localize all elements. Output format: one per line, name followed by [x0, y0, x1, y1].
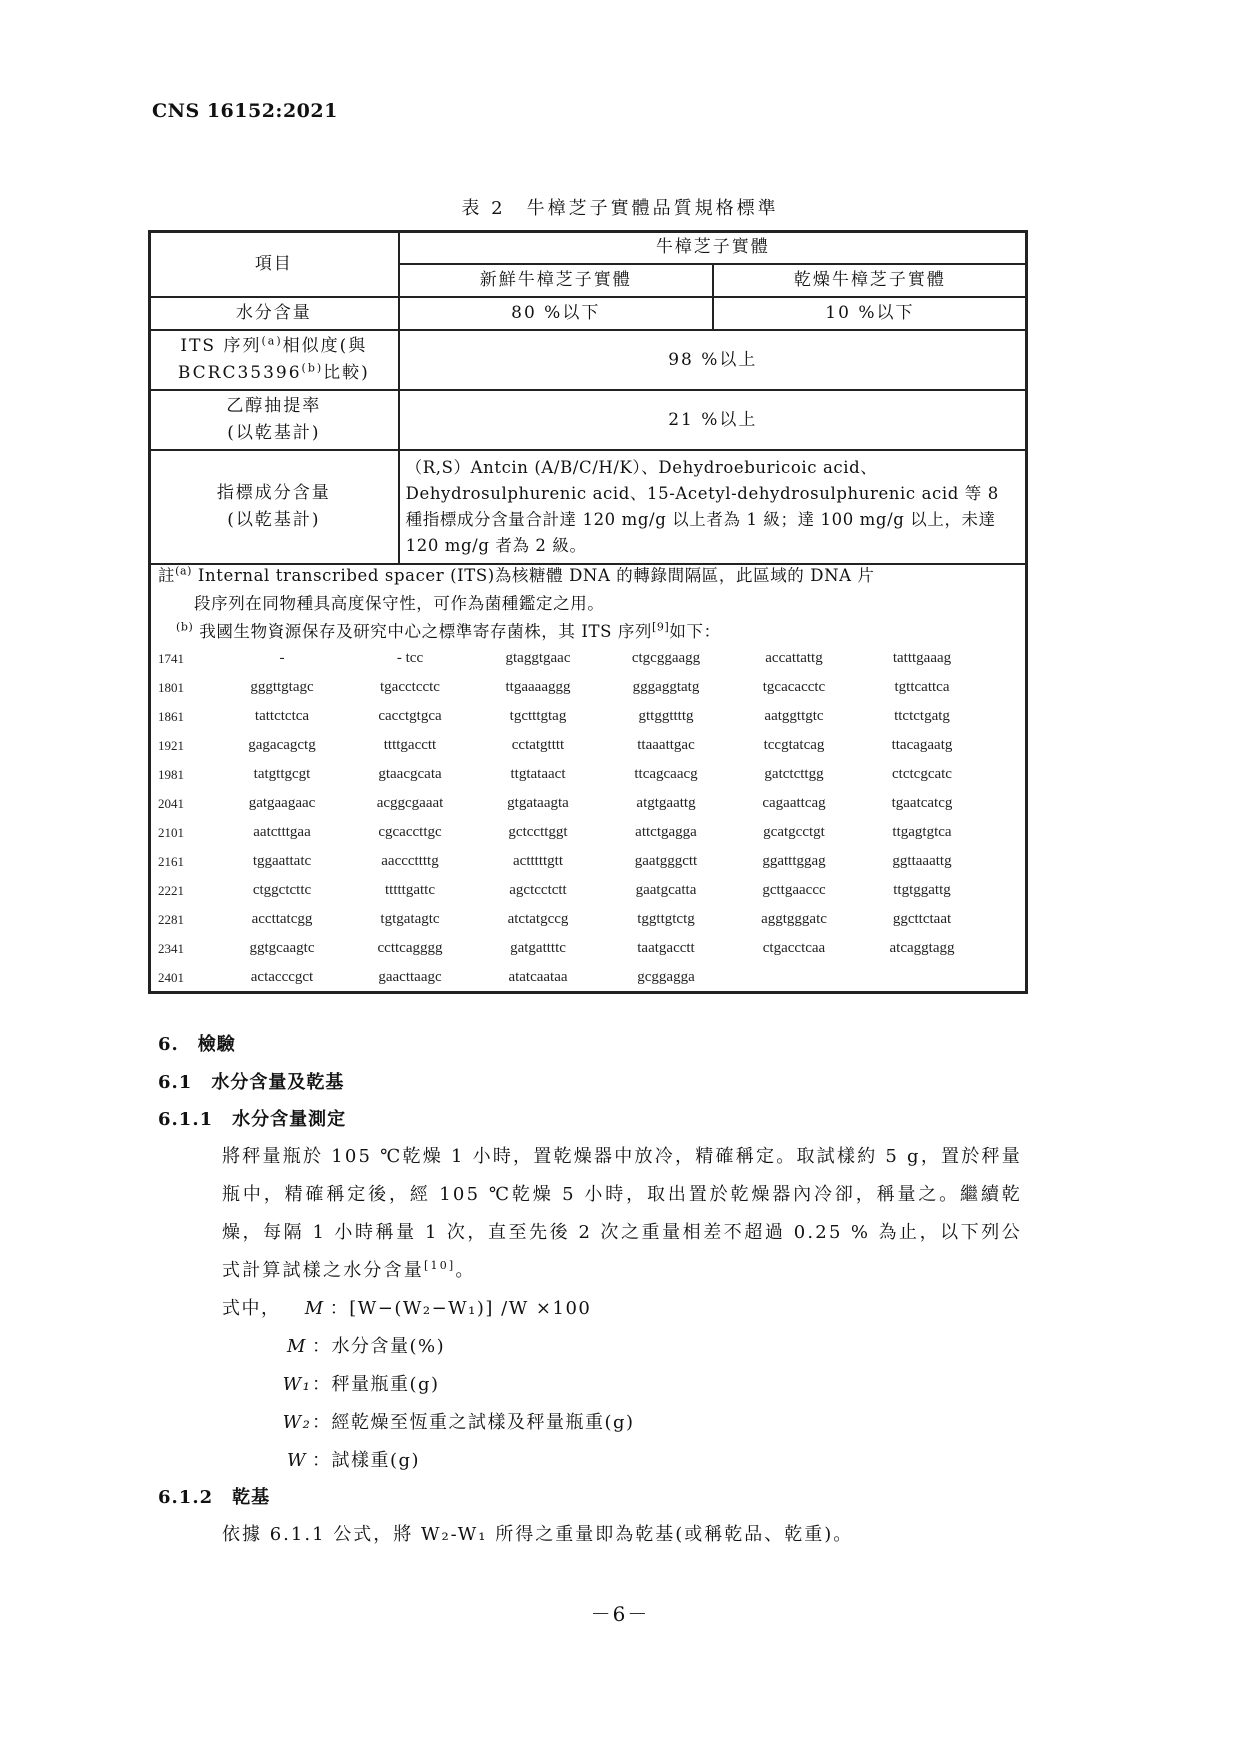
- note-a: [158, 562, 1018, 590]
- sequence-block: gatgaagaac: [248, 795, 316, 811]
- formula-definition: [222, 1442, 1022, 1480]
- sequence-block: gcggagga: [637, 969, 695, 985]
- note-a-cont: 段序列在同物種具高度保守性，可作為菌種鑑定之用。: [194, 594, 605, 613]
- sequence-block: atgtgaattg: [636, 795, 696, 811]
- sequence-position: 2341: [158, 940, 184, 956]
- sequence-block: tggttgtctg: [637, 911, 695, 927]
- sequence-block: gttggttttg: [638, 708, 694, 724]
- formula-definitions: [222, 1328, 1022, 1480]
- row-value: （R,S）Antcin (A/B/C/H/K）、Dehydroeburicoic acid、Dehydrosulphurenic acid、15-Acetyl-dehydrosulphurenic acid 等 8 種指標成分含量合計達 120 mg/g 以上者為 1 級；達 100 mg/g 以上，未達 120 mg/g 者為 2 級。: [399, 450, 1027, 564]
- sequence-block: gaatgggctt: [634, 853, 698, 869]
- sequence-block: tgacctcctc: [380, 679, 440, 695]
- sequence-block: ggatttggag: [762, 853, 826, 869]
- header-group: 牛樟芝子實體: [399, 231, 1027, 264]
- sequence-position: 2101: [158, 824, 184, 840]
- sequence-block: ttgaaaaggg: [505, 679, 571, 695]
- sequence-row: [158, 934, 986, 963]
- sequence-block: accattattg: [765, 650, 823, 666]
- sequence-row: [158, 818, 986, 847]
- sequence-block: gatgattttc: [510, 940, 566, 956]
- sequence-block: tgttcattca: [894, 679, 950, 695]
- item-text: BCRC35396: [177, 363, 302, 383]
- formula-symbol: M: [287, 1336, 307, 1357]
- row-value-dry: 10 %以下: [713, 297, 1027, 330]
- formula-symbol: W₂: [282, 1412, 312, 1433]
- subsection-heading: 6.1 水分含量及乾基: [158, 1072, 345, 1093]
- sequence-block: cacctgtgca: [378, 708, 442, 724]
- sequence-block: ttgagtgtca: [892, 824, 952, 840]
- row-value-fresh: 80 %以下: [399, 297, 713, 330]
- page-number: －6－: [590, 1602, 650, 1626]
- sequence-block: gaacttaagc: [378, 969, 442, 985]
- definition-text: ：經乾燥至恆重之試樣及秤量瓶重(g): [312, 1412, 635, 1433]
- item-text: 指標成分含量: [216, 483, 331, 503]
- sequence-block: - tcc: [396, 650, 424, 666]
- sequence-position: 1921: [158, 737, 184, 753]
- sequence-block: gggaggtatg: [632, 679, 700, 695]
- table-row: [149, 330, 1027, 390]
- row-value: 21 %以上: [399, 390, 1027, 450]
- sequence-block: taatgacctt: [637, 940, 695, 956]
- sequence-block: aggtgggatc: [761, 911, 827, 927]
- sequence-block: ttctctgatg: [894, 708, 950, 724]
- sequence-block: tgcacacctc: [762, 679, 826, 695]
- sequence-block: ttttgacctt: [383, 737, 437, 753]
- sequence-block: tgtgatagtc: [380, 911, 440, 927]
- sequence-block: ggttaaattg: [892, 853, 952, 869]
- sequence-block: gtaggtgaac: [505, 650, 571, 666]
- sequence-block: tttttgattc: [385, 882, 435, 898]
- sequence-position: 1981: [158, 766, 184, 782]
- sequence-block: aacccttttg: [381, 853, 439, 869]
- sequence-block: ggtgcaagtc: [249, 940, 315, 956]
- sequence-block: gtgataagta: [507, 795, 569, 811]
- item-text: (以乾基計): [227, 510, 321, 530]
- note-text: 如下：: [669, 622, 721, 641]
- sequence-block: gagacagctg: [248, 737, 316, 753]
- sequence-block: cagaattcag: [762, 795, 826, 811]
- sequence-block: gaatgcatta: [635, 882, 697, 898]
- sequence-row: [158, 876, 986, 905]
- sequence-block: ttacagaatg: [891, 737, 953, 753]
- sequence-position: 1741: [158, 650, 184, 666]
- sequence-position: 1861: [158, 708, 184, 724]
- formula-prefix: 式中，: [222, 1298, 281, 1319]
- formula-definition: [222, 1366, 1022, 1404]
- definition-text: ：秤量瓶重(g): [312, 1374, 440, 1395]
- note-text: Internal transcribed spacer (ITS)為核糖體 DNA 的轉錄間隔區，此區域的 DNA 片: [197, 566, 875, 585]
- sequence-block: ctgacctcaa: [762, 940, 826, 956]
- sequence-row: [158, 789, 986, 818]
- paragraph-text: 將秤量瓶於 105 ℃乾燥 1 小時，置乾燥器中放冷，精確稱定。取試樣約 5 g，置於秤量瓶中，精確稱定後，經 105 ℃乾燥 5 小時，取出置於乾燥器內冷卻，稱量之。繼續乾燥，每隔 1 小時稱量 1 次，直至先後 2 次之重量相差不超過 0.25 % 為止，以下列公式計算試樣之水分含量: [222, 1146, 1022, 1281]
- sequence-block: agctcctctt: [509, 882, 567, 898]
- formula-symbol: W₁: [282, 1374, 312, 1395]
- footnote-mark: (b): [176, 620, 194, 634]
- subsubsection-heading: 6.1.2 乾基: [158, 1487, 271, 1508]
- sequence-block: atcaggtagg: [889, 940, 955, 956]
- sequence-block: gtaacgcata: [378, 766, 442, 782]
- table-row: [149, 450, 1027, 564]
- reference-mark: [10]: [424, 1259, 456, 1272]
- row-item: [149, 450, 399, 564]
- formula: [222, 1290, 1022, 1328]
- note-b: [158, 618, 1018, 646]
- sequence-block: accttatcgg: [251, 911, 313, 927]
- table-row: [149, 297, 1027, 330]
- header-fresh: 新鮮牛樟芝子實體: [399, 264, 713, 297]
- sequence-block: tattctctca: [254, 708, 310, 724]
- sequence-position: 2401: [158, 969, 184, 985]
- row-item: [149, 390, 399, 450]
- row-item: [149, 330, 399, 390]
- item-text: 相似度(與: [282, 336, 368, 356]
- sequence-block: -: [279, 650, 285, 666]
- sequence-block: cctatgtttt: [511, 737, 565, 753]
- sequence-block: gcttgaaccc: [762, 882, 826, 898]
- note-text: 我國生物資源保存及研究中心之標準寄存菌株，其 ITS 序列: [199, 622, 653, 641]
- sequence-row: [158, 963, 986, 992]
- sequence-row: [158, 847, 986, 876]
- header-item: 項目: [149, 231, 399, 297]
- sequence-position: 1801: [158, 679, 184, 695]
- sequence-row: [158, 644, 986, 673]
- quality-spec-table: [148, 230, 1028, 565]
- sequence-block: gctccttggt: [508, 824, 568, 840]
- reference-mark: [9]: [652, 620, 670, 634]
- sequence-block: tggaattatc: [252, 853, 312, 869]
- row-value: 98 %以上: [399, 330, 1027, 390]
- sequence-block: ttaaattgac: [637, 737, 695, 753]
- body-paragraph: 依據 6.1.1 公式，將 W₂-W₁ 所得之重量即為乾基(或稱乾品、乾重)。: [222, 1524, 854, 1545]
- sequence-row: [158, 760, 986, 789]
- sequence-block: ttcagcaacg: [634, 766, 698, 782]
- sequence-position: 2041: [158, 795, 184, 811]
- item-text: ITS 序列: [180, 336, 262, 356]
- definition-text: ：試樣重(g): [312, 1450, 421, 1471]
- sequence-block: tatgttgcgt: [253, 766, 311, 782]
- sequence-block: ttgtggattg: [893, 882, 951, 898]
- sequence-block: cgcaccttgc: [378, 824, 442, 840]
- its-sequence: [158, 644, 986, 992]
- item-text: (以乾基計): [227, 423, 321, 443]
- formula-symbol: W: [286, 1450, 307, 1471]
- formula-symbol: M: [304, 1298, 325, 1319]
- item-text: 乙醇抽提率: [226, 396, 322, 416]
- sequence-row: [158, 905, 986, 934]
- body-paragraph: [222, 1138, 1022, 1480]
- footnote-mark: (a): [175, 564, 193, 578]
- paragraph-text: 。: [455, 1260, 476, 1281]
- formula-definition: [222, 1328, 1022, 1366]
- table-caption: 表 2 牛樟芝子實體品質規格標準: [461, 198, 779, 219]
- formula-expression: ：[W−(W₂−W₁)] /W ×100: [329, 1298, 592, 1319]
- sequence-row: [158, 702, 986, 731]
- footnote-ref: (b): [301, 361, 324, 375]
- item-text: 比較): [323, 363, 370, 383]
- sequence-block: aatctttgaa: [253, 824, 311, 840]
- sequence-block: ctggctcttc: [252, 882, 312, 898]
- sequence-block: acggcgaaat: [376, 795, 444, 811]
- sequence-block: gggttgtagc: [250, 679, 314, 695]
- sequence-row: [158, 673, 986, 702]
- sequence-block: attctgagga: [635, 824, 697, 840]
- sequence-block: tgctttgtag: [509, 708, 567, 724]
- definition-text: ：水分含量(%): [312, 1336, 446, 1357]
- sequence-position: 2221: [158, 882, 184, 898]
- sequence-block: tccgtatcag: [763, 737, 825, 753]
- formula-definition: [222, 1404, 1022, 1442]
- sequence-block: ctctcgcatc: [892, 766, 952, 782]
- sequence-position: 2281: [158, 911, 184, 927]
- sequence-block: ttgtataact: [510, 766, 566, 782]
- standard-id: CNS 16152:2021: [152, 100, 338, 122]
- subsubsection-heading: 6.1.1 水分含量測定: [158, 1109, 347, 1130]
- sequence-block: aatggttgtc: [764, 708, 824, 724]
- sequence-block: atatcaataa: [508, 969, 568, 985]
- footnote-ref: (a): [261, 334, 283, 348]
- sequence-row: [158, 731, 986, 760]
- sequence-block: actacccgct: [250, 969, 314, 985]
- sequence-block: ctgcggaagg: [631, 650, 701, 666]
- sequence-position: 2161: [158, 853, 184, 869]
- row-item: 水分含量: [149, 297, 399, 330]
- sequence-block: actttttgtt: [513, 853, 563, 869]
- sequence-block: ccttcagggg: [377, 940, 443, 956]
- note-prefix: 註: [158, 566, 176, 585]
- sequence-block: ggcttctaat: [892, 911, 952, 927]
- sequence-block: gcatgcctgt: [763, 824, 825, 840]
- sequence-block: tatttgaaag: [892, 650, 952, 666]
- sequence-block: atctatgccg: [507, 911, 569, 927]
- table-row: [149, 390, 1027, 450]
- table-notes: [158, 562, 1018, 646]
- section-heading: 6. 檢驗: [158, 1034, 236, 1055]
- header-dry: 乾燥牛樟芝子實體: [713, 264, 1027, 297]
- sequence-block: gatctcttgg: [764, 766, 824, 782]
- sequence-block: tgaatcatcg: [891, 795, 953, 811]
